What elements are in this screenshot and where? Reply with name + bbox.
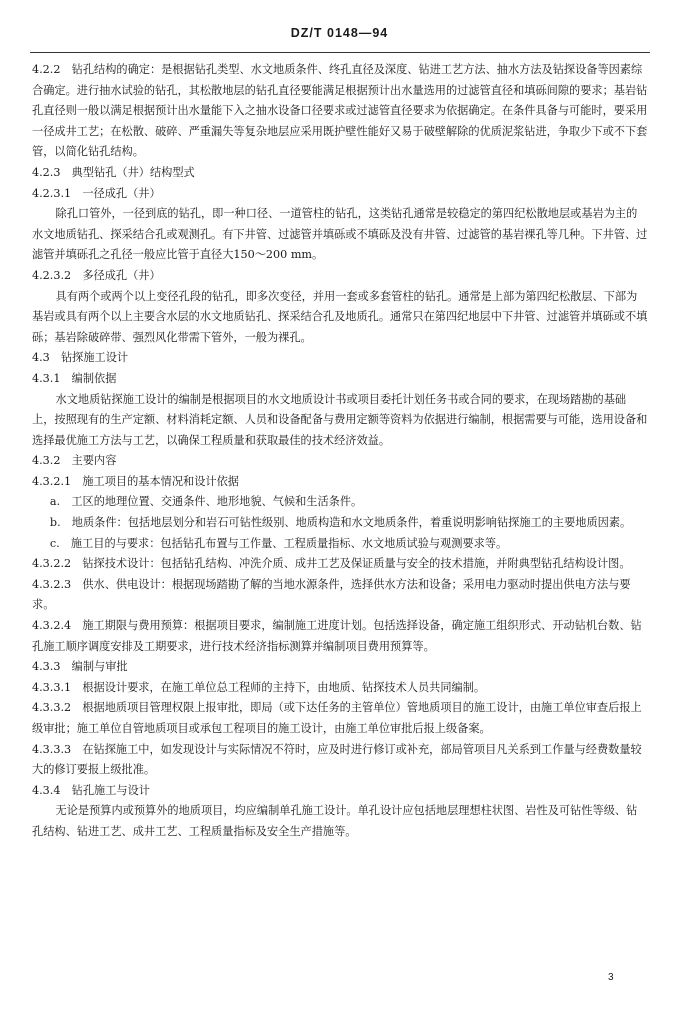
page-number: 3 (608, 972, 614, 983)
list-item-a: a. 工区的地理位置、交通条件、地形地貌、气候和生活条件。 (49, 495, 363, 509)
heading-4-2-3-1: 4.2.3.1 一径成孔（井） (32, 186, 161, 200)
clause-4-3-3-1: 4.3.3.1 根据设计要求，在施工单位总工程师的主持下，由地质、钻探技术人员共同编制。 (32, 680, 486, 694)
paragraph-compilation-basis: 水文地质钻探施工设计的编制是根据项目的水文地质设计书或项目委托计划任务书或合同的要求，在现场踏勘的基础上，按照现有的生产定额、材料消耗定额、人员和设备配备与费用定额等资料为依据进行编制，根据需要与可能，选用设备和选择最优施工方法与工艺，以确保工程质量和获取最佳的技术经济效益。 (32, 392, 648, 447)
heading-4-3-1: 4.3.1 编制依据 (32, 371, 117, 385)
heading-4-3: 4.3 钻探施工设计 (32, 351, 129, 365)
clause-4-3-2-4: 4.3.2.4 施工期限与费用预算：根据项目要求，编制施工进度计划。包括选择设备，确定施工组织形式、开动钻机台数、钻孔施工顺序调度安排及工期要求，进行技术经济指标测算并编制项目费用预算等。 (32, 619, 642, 653)
heading-4-2-3: 4.2.3 典型钻孔（井）结构型式 (32, 165, 195, 179)
heading-4-2-3-2: 4.2.3.2 多径成孔（井） (32, 268, 161, 282)
clause-4-3-3-3: 4.3.3.3 在钻探施工中，如发现设计与实际情况不符时，应及时进行修订或补充，部局管项目凡关系到工作量与经费数量较大的修订要报上级批准。 (32, 742, 642, 777)
heading-4-3-4: 4.3.4 钻孔施工与设计 (32, 783, 150, 797)
clause-4-3-2-2: 4.3.2.2 钻探技术设计：包括钻孔结构、冲洗介质、成井工艺及保证质量与安全的技术措施，并附典型钻孔结构设计图。 (32, 557, 631, 571)
clause-4-3-2-3: 4.3.2.3 供水、供电设计：根据现场踏勘了解的当地水源条件，选择供水方法和设备；采用电力驱动时提出供电方法与要求。 (32, 577, 631, 612)
paragraph-single-hole-design: 无论是预算内或预算外的地质项目，均应编制单孔施工设计。单孔设计应包括地层理想柱状图、岩性及可钻性等级、钻孔结构、钻进工艺、成井工艺、工程质量指标及安全生产措施等。 (32, 804, 638, 838)
list-item-b: b. 地质条件：包括地层划分和岩石可钻性级别、地质构造和水文地质条件，着重说明影响钻探施工的主要地质因素。 (49, 516, 632, 530)
heading-4-3-2: 4.3.2 主要内容 (32, 454, 117, 468)
list-item-c: c. 施工目的与要求：包括钻孔布置与工作量、工程质量指标、水文地质试验与观测要求等。 (49, 536, 508, 550)
header-rule (30, 52, 650, 53)
paragraph-single-diameter: 除孔口管外，一径到底的钻孔，即一种口径、一道管柱的钻孔，这类钻孔通常是较稳定的第四纪松散地层或基岩为主的水文地质钻孔、探采结合孔或观测孔。有下井管、过滤管并填砾或不填砾及没有井管、过滤管的基岩裸孔等几种。下井管、过滤管并填砾孔之孔径一般应比管于直径大150～200 mm。 (32, 207, 648, 262)
heading-4-3-3: 4.3.3 编制与审批 (32, 660, 128, 674)
paragraph-multi-diameter: 具有两个或两个以上变径孔段的钻孔，即多次变径，并用一套或多套管柱的钻孔。通常是上部为第四纪松散层、下部为基岩或具有两个以上主要含水层的水文地质钻孔、探采结合孔及地质孔。通常只在第四纪地层中下井管、过滤管并填砾或不填砾；基岩除破碎带、强烈风化带需下管外，一般为裸孔。 (32, 289, 648, 344)
clause-4-3-3-2: 4.3.3.2 根据地质项目管理权限上报审批，即局（或下达任务的主管单位）管地质项目的施工设计，由施工单位审查后报上级审批；施工单位自管地质项目或承包工程项目的施工设计，由施工单位审批后报上级备案。 (32, 701, 642, 735)
heading-4-3-2-1: 4.3.2.1 施工项目的基本情况和设计依据 (32, 474, 239, 488)
clause-4-2-2: 4.2.2 钻孔结构的确定：是根据钻孔类型、水文地质条件、终孔直径及深度、钻进工艺方法、抽水方法及钻探设备等因素综合确定。进行抽水试验的钻孔，其松散地层的钻孔直径要能满足根据预计出水量选用的过滤管直径和填砾间隙的要求；基岩钻孔直径则一般以满足根据预计出水量能下入之抽水设备口径要求或过滤管直径要求为依据确定。在条件具备与可能时，要采用一径成井工艺；在松散、破碎、严重漏失等复杂地层应采用既护壁性能好又易于破壁解除的优质泥浆钻进，争取少下或不下套管，以简化钻孔结构。 (32, 63, 648, 159)
standard-code-header: DZ/T 0148—94 (290, 26, 389, 40)
body-text (32, 60, 648, 843)
